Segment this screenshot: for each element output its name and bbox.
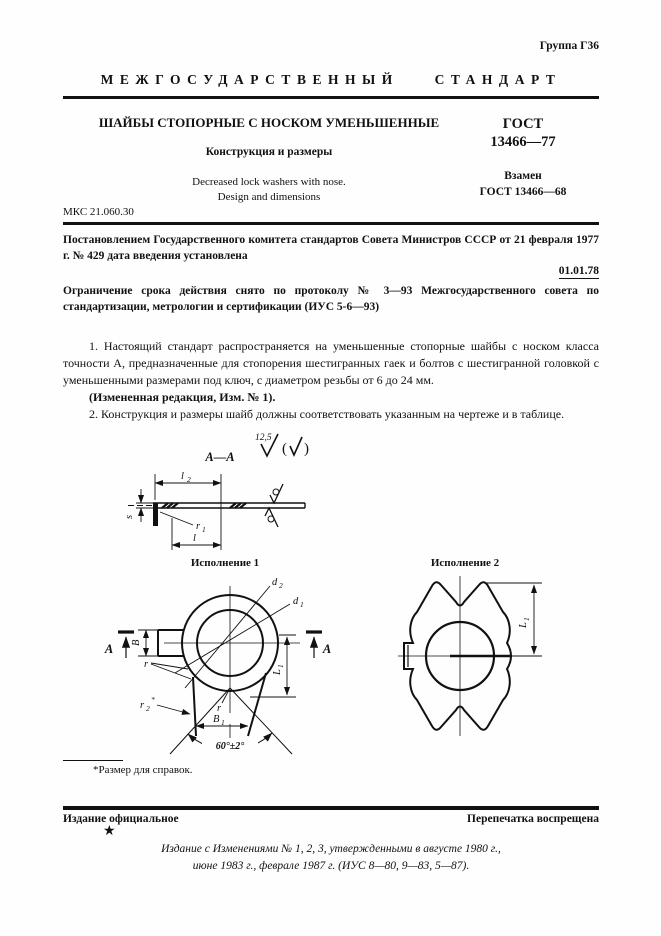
no-reprint-label: Перепечатка воспрещена <box>467 812 599 825</box>
svg-text:А: А <box>322 642 332 657</box>
execution-1-view <box>104 557 331 754</box>
edition-note-line1: Издание с Изменениями № 1, 2, 3, утвержденными в августе 1980 г., <box>161 842 501 855</box>
dim-r: r <box>144 659 149 671</box>
title-right <box>447 115 599 206</box>
limitation-paragraph: Ограничение срока действия снято по протоколу № 3—93 Межгосударственного совета по стандартизации, метрологии и сертификации (ИУС 5-6—93) <box>63 285 599 313</box>
paragraph-1-note: (Измененная редакция, Изм. № 1). <box>89 389 276 404</box>
dim-B1: B <box>213 714 220 726</box>
technical-drawing <box>60 426 620 758</box>
dim-L1-exec2: L <box>518 622 529 629</box>
edition-note <box>63 841 599 874</box>
standard-type-header: МЕЖГОСУДАРСТВЕННЫЙ СТАНДАРТ <box>63 72 599 99</box>
gost-word: ГОСТ <box>502 116 544 132</box>
svg-text:2: 2 <box>279 581 283 591</box>
footnote <box>63 760 599 776</box>
document-subtitle-ru: Конструкция и размеры <box>205 146 333 158</box>
execution-2-view <box>398 557 542 736</box>
hatching <box>162 503 246 508</box>
footnote-rule <box>63 760 123 761</box>
execution-1-label: Исполнение 1 <box>190 557 260 570</box>
paragraph-1: 1. Настоящий стандарт распространяется на уменьшенные стопорные шайбы с носком класса точности А, предназначенные для стопорения шестигранных гаек и болтов с шестигранной головкой с уменьшенными размерами под ключ, с диаметром резьбы от 6 до 24 мм. <box>63 339 599 387</box>
title-en-line1: Decreased lock washers with nose. <box>192 176 346 188</box>
dim-d2: d <box>272 577 278 589</box>
dim-r1: r <box>196 521 201 533</box>
nose-section <box>153 503 158 526</box>
effective-date: 01.01.78 <box>558 265 599 278</box>
effective-date-line <box>63 265 599 277</box>
section-a-a-view <box>124 433 309 550</box>
official-edition-label: Издание официальное <box>63 812 179 825</box>
title-block <box>63 115 599 206</box>
roughness-check2-icon <box>290 437 302 455</box>
footer-rule <box>63 806 599 810</box>
footnote-text: *Размер для справок. <box>93 764 193 777</box>
replaces-number: ГОСТ 13466—68 <box>479 186 567 199</box>
dim-r-inner: r <box>217 703 222 715</box>
footer-row <box>63 813 599 825</box>
dim-L1: L <box>272 669 283 676</box>
gost-designation <box>447 115 599 151</box>
section-arrow-right <box>306 632 331 658</box>
svg-text:*: * <box>151 695 155 705</box>
edition-note-line2: июне 1983 г., феврале 1987 г. (ИУС 8—80, 9—83, 5—87). <box>192 859 470 872</box>
surface-roughness-ticks <box>265 484 283 527</box>
roughness-note <box>255 433 309 457</box>
paren-open: ( <box>282 441 287 458</box>
star-icon: ★ <box>103 823 116 839</box>
replaces-block <box>447 168 599 200</box>
svg-text:2: 2 <box>187 475 191 485</box>
body-text <box>63 338 599 422</box>
dim-l2: l <box>181 471 184 483</box>
roughness-value: 12,5 <box>255 433 272 444</box>
svg-text:1: 1 <box>300 600 304 610</box>
dim-l: l <box>193 533 196 545</box>
svg-text:1: 1 <box>202 525 206 535</box>
paren-close: ) <box>304 441 309 458</box>
replaces-label: Взамен <box>504 170 542 183</box>
svg-text:1: 1 <box>221 718 225 728</box>
gost-number: 13466—77 <box>490 134 556 151</box>
section-arrow-left <box>104 632 134 658</box>
dim-d1: d <box>293 596 299 608</box>
paragraph-2: 2. Конструкция и размеры шайб должны соответствовать указанным на чертеже и в таблице. <box>89 406 565 421</box>
dim-s: s <box>124 515 135 520</box>
svg-text:А: А <box>104 642 114 657</box>
svg-text:1: 1 <box>522 617 531 622</box>
decree-paragraph: Постановлением Государственного комитета стандартов Совета Министров СССР от 21 февраля 1977 г. № 429 дата введения установлена <box>63 234 599 262</box>
svg-text:2: 2 <box>146 704 150 714</box>
svg-text:1: 1 <box>276 664 285 669</box>
section-view-label: А—А <box>205 450 235 465</box>
title-en-line2: Design and dimensions <box>217 191 321 204</box>
document-title-en <box>91 175 447 206</box>
dim-B: B <box>131 639 142 647</box>
execution-2-label: Исполнение 2 <box>430 557 500 570</box>
title-left <box>63 115 447 206</box>
dim-angle: 60°±2° <box>215 741 245 753</box>
document-title-ru: ШАЙБЫ СТОПОРНЫЕ С НОСКОМ УМЕНЬШЕННЫЕ <box>98 115 440 130</box>
dim-r2: r <box>140 700 145 712</box>
group-label: Группа Г36 <box>539 40 599 52</box>
mks-code: МКС 21.060.30 <box>63 205 134 218</box>
horizontal-rule <box>63 222 599 226</box>
